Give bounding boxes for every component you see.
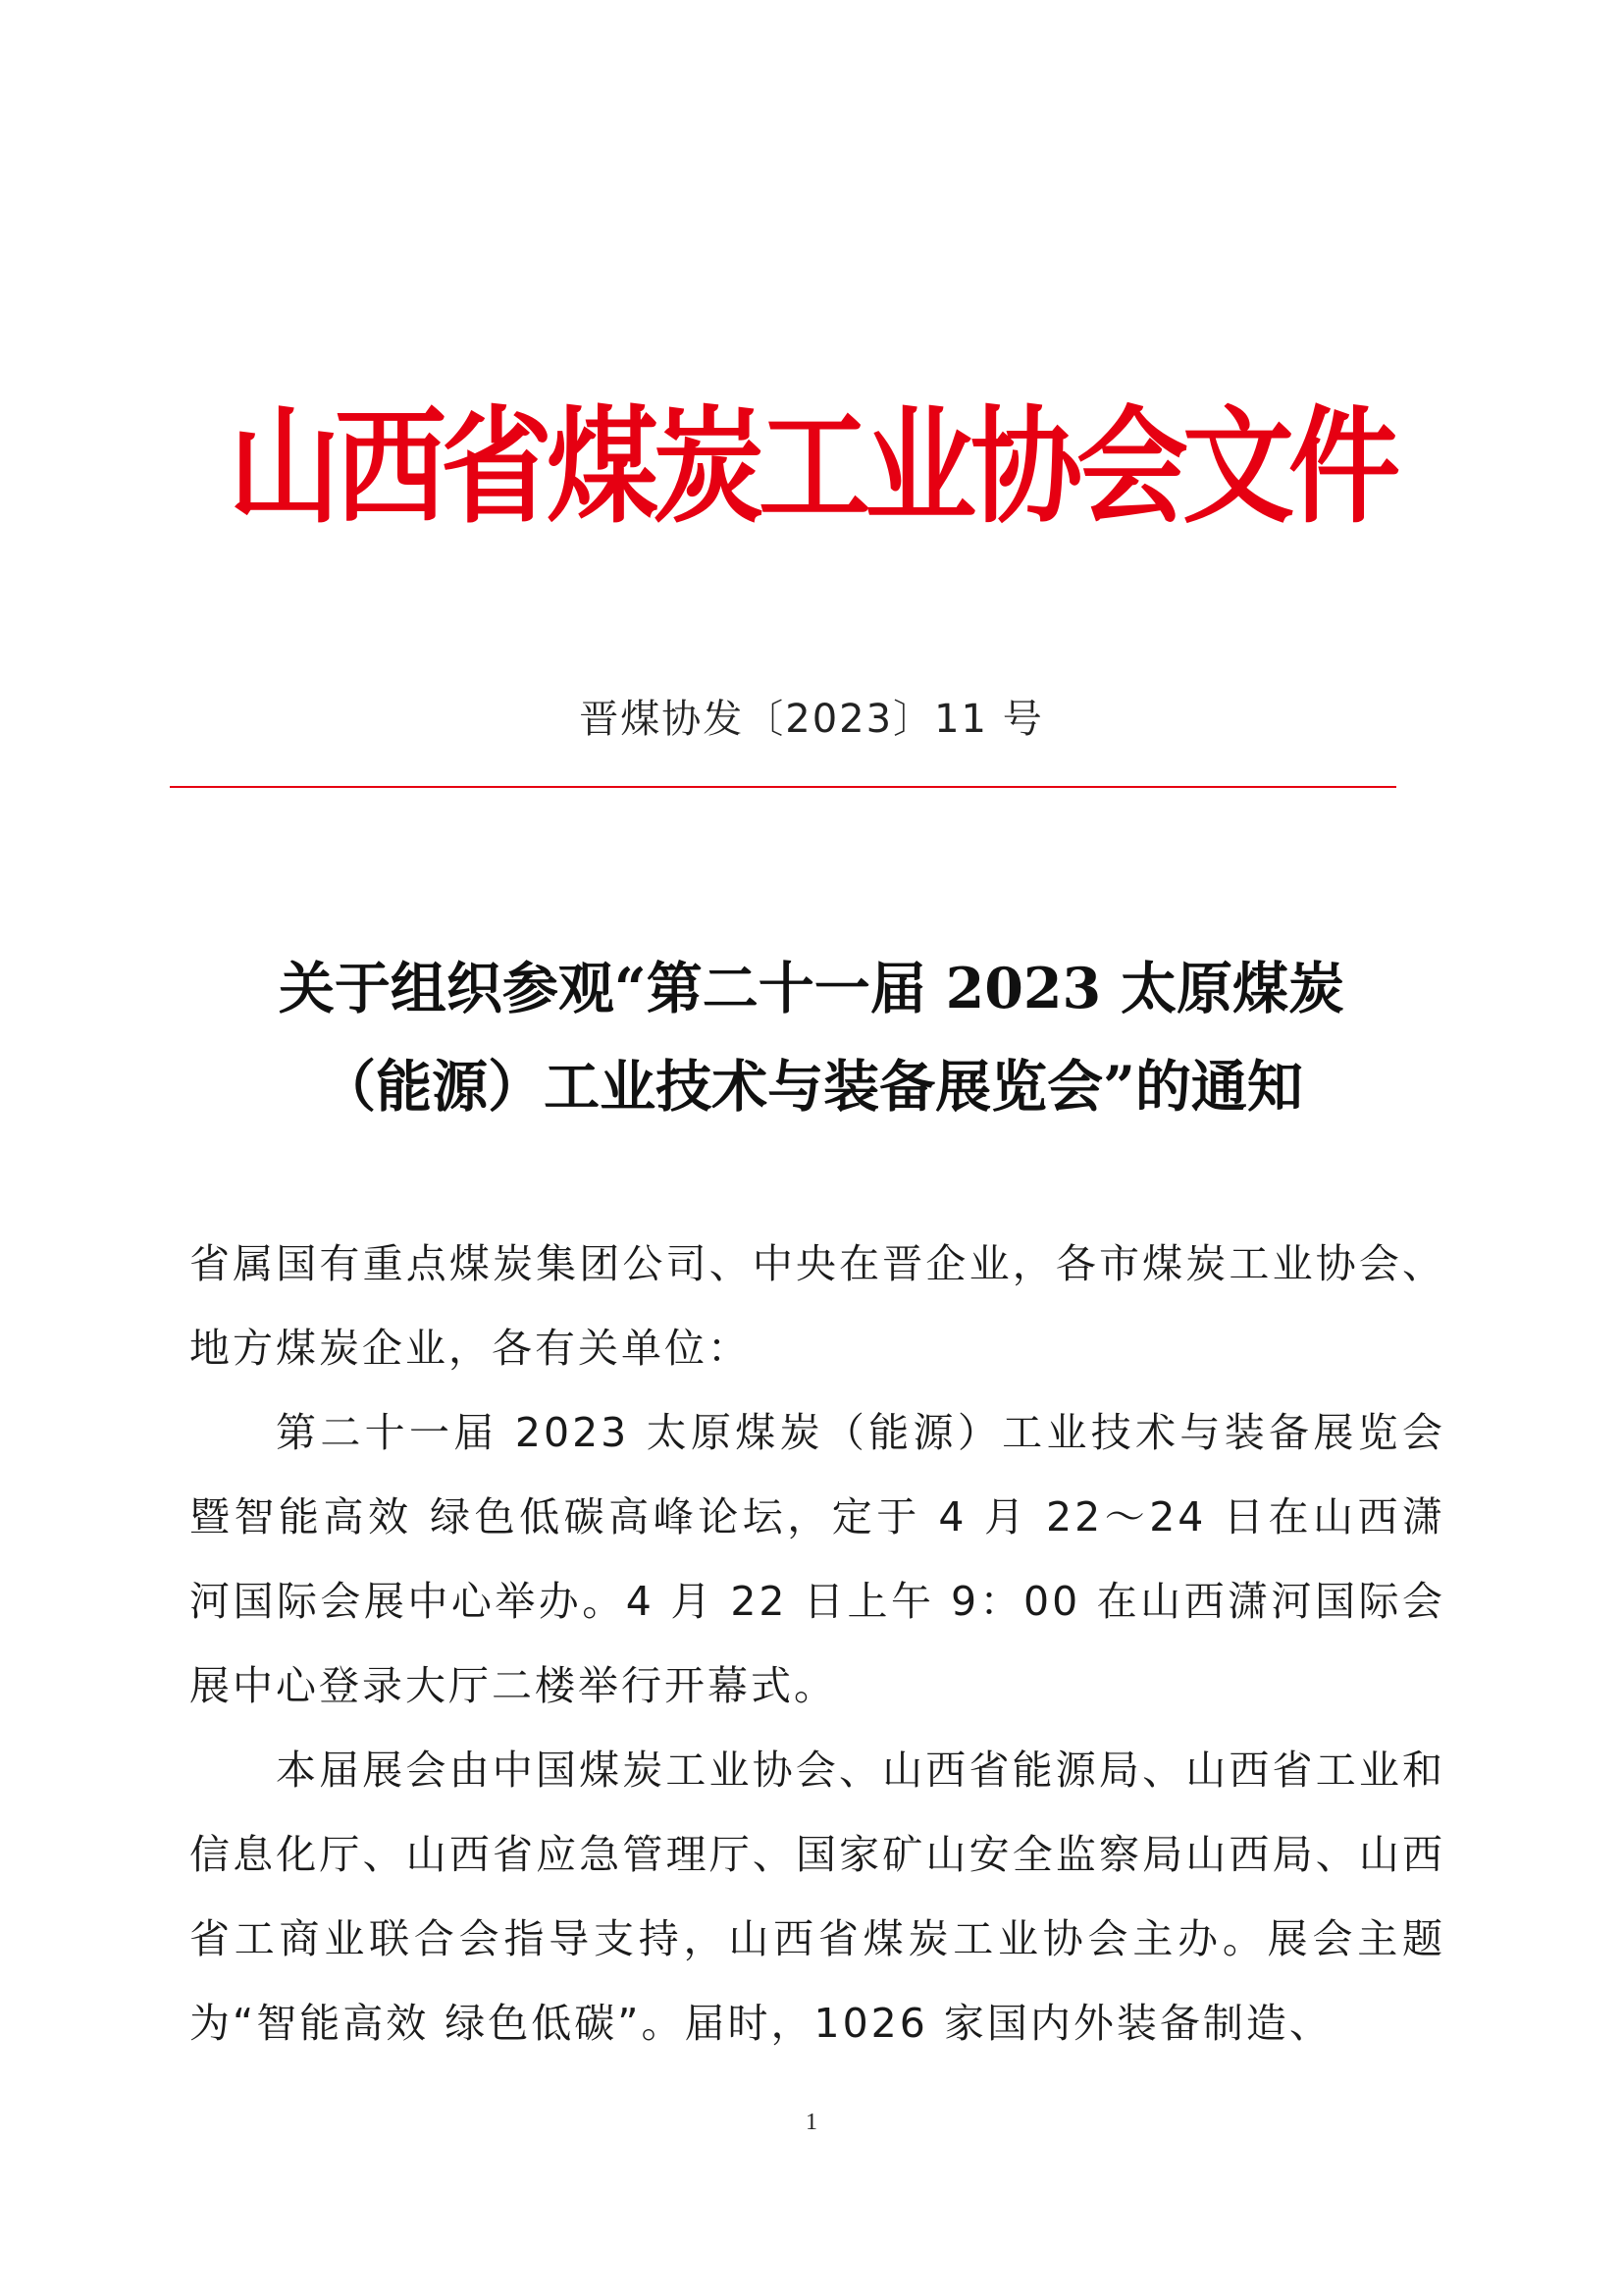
header-divider	[170, 786, 1396, 788]
notice-title	[0, 940, 1623, 1136]
notice-title-line-1: 关于组织参观“第二十一届 2023 太原煤炭	[278, 956, 1345, 1021]
body-paragraph-2: 本届展会由中国煤炭工业协会、山西省能源局、山西省工业和信息化厅、山西省应急管理厅、国家矿山安全监察局山西局、山西省工商业联合会指导支持，山西省煤炭工业协会主办。展会主题为“智能高效 绿色低碳”。届时，1026 家国内外装备制造、	[189, 1747, 1445, 2047]
body-text	[189, 1222, 1445, 2065]
body-paragraph-1: 第二十一届 2023 太原煤炭（能源）工业技术与装备展览会暨智能高效 绿色低碳高峰论坛，定于 4 月 22～24 日在山西潇河国际会展中心举办。4 月 22 日上午 9：00 在山西潇河国际会展中心登录大厅二楼举行开幕式。	[189, 1409, 1445, 1709]
recipients-paragraph: 省属国有重点煤炭集团公司、中央在晋企业，各市煤炭工业协会、地方煤炭企业，各有关单位：	[189, 1240, 1445, 1372]
notice-title-line-2: （能源）工业技术与装备展览会”的通知	[320, 1054, 1303, 1120]
document-number: 晋煤协发〔2023〕11 号	[579, 697, 1044, 742]
org-header-title: 山西省煤炭工业协会文件	[228, 391, 1394, 541]
page-number: 1	[806, 2110, 817, 2135]
